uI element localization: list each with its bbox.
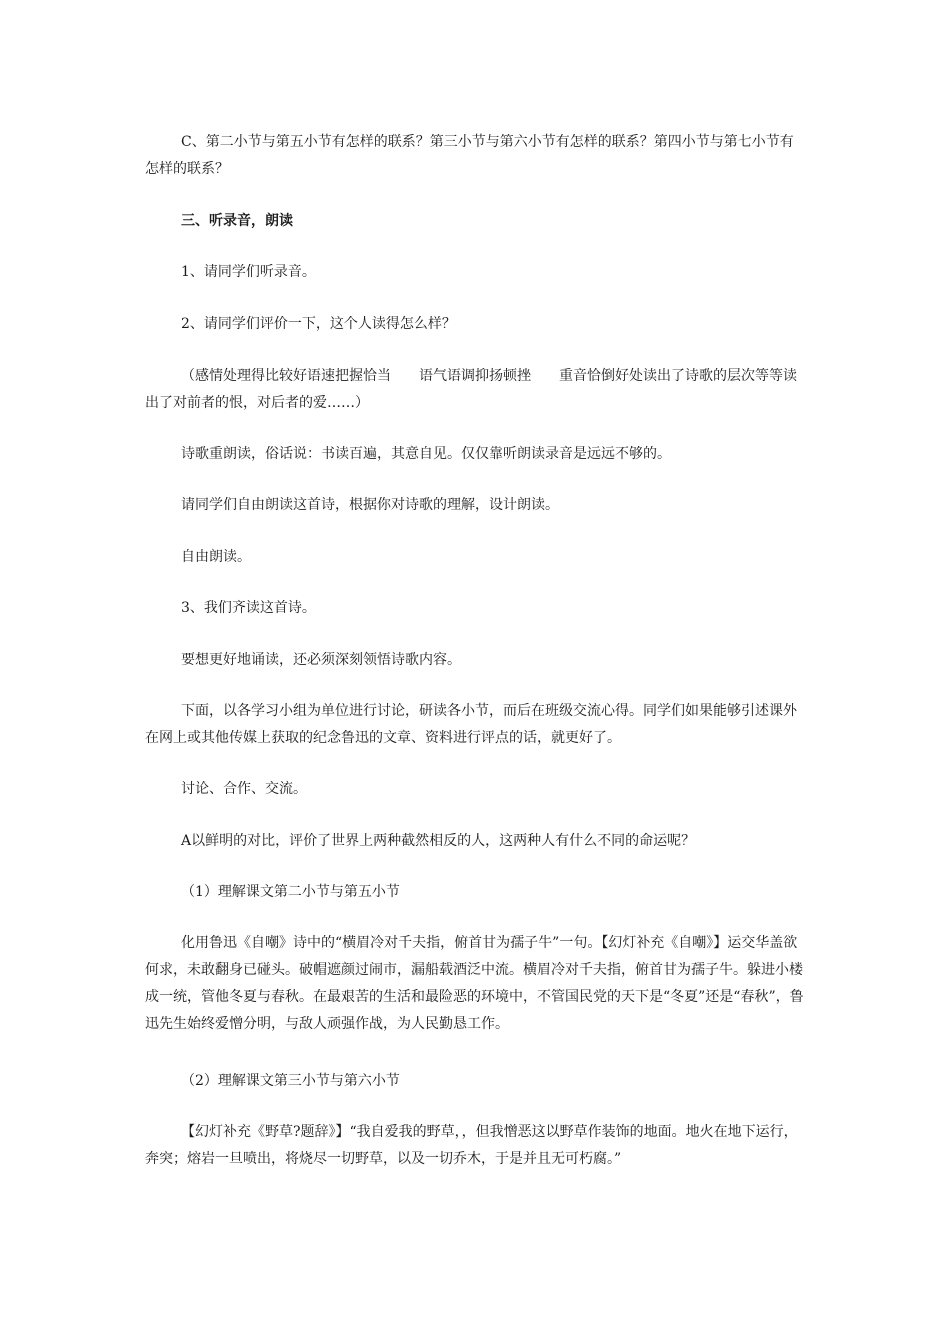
question-c: C、第二小节与第五小节有怎样的联系？第三小节与第六小节有怎样的联系？第四小节与第七小节有怎样的联系？ [145,134,794,177]
discussion: 讨论、合作、交流。 [181,781,307,797]
subsection-1: （1）理解课文第二小节与第五小节 [181,884,400,900]
yecao-supplement: 【幻灯补充《野草?题辞》】“我自爱我的野草，，但我憎恶这以野草作装饰的地面。地火在地下运行，奔突；熔岩一旦喷出，将烧尽一切野草，以及一切乔木，于是并且无可朽腐。” [145,1124,798,1167]
group-discussion-instruction: 下面，以各学习小组为单位进行讨论，研读各小节，而后在班级交流心得。同学们如果能够引述课外在网上或其他传媒上获取的纪念鲁迅的文章、资料进行评点的话，就更好了。 [145,703,797,746]
free-reading: 自由朗读。 [181,549,251,565]
evaluation-note-3: 重音恰倒好处读出了诗歌的层次等等读出了对前者的恨，对后者的爱……） [145,368,797,411]
reading-importance: 诗歌重朗读，俗话说：书读百遍，其意自见。仅仅靠听朗读录音是远远不够的。 [181,446,671,462]
question-a: A以鲜明的对比，评价了世界上两种截然相反的人，这两种人有什么不同的命运呢？ [181,833,696,849]
zichao-explanation: 化用鲁迅《自嘲》诗中的“横眉冷对千夫指，俯首甘为孺子牛”一句。【幻灯补充《自嘲》】运交华盖欲何求，未敢翻身已碰头。破帽遮颜过闹市，漏船载酒泛中流。横眉冷对千夫指，俯首甘为孺子牛。躲进小楼成一统，管他冬夏与春秋。在最艰苦的生活和最险恶的环境中，不管国民党的天下是“冬夏”还是“春秋”，鲁迅先生始终爱憎分明，与敌人顽强作战，为人民勤恳工作。 [145,935,804,1032]
evaluation-notes [145,363,805,417]
comprehension-note: 要想更好地诵读，还必须深刻领悟诗歌内容。 [181,652,461,668]
subsection-2: （2）理解课文第三小节与第六小节 [181,1073,400,1089]
section-heading-listen-read: 三、听录音，朗读 [181,213,293,229]
evaluation-note-2: 语气语调抑扬顿挫 [419,368,531,384]
free-reading-instruction: 请同学们自由朗读这首诗，根据你对诗歌的理解，设计朗读。 [181,497,559,513]
step-1: 1、请同学们听录音。 [181,264,316,280]
evaluation-note-1: （感情处理得比较好语速把握恰当 [181,368,391,384]
step-3: 3、我们齐读这首诗。 [181,600,316,616]
step-2: 2、请同学们评价一下，这个人读得怎么样？ [181,316,456,332]
